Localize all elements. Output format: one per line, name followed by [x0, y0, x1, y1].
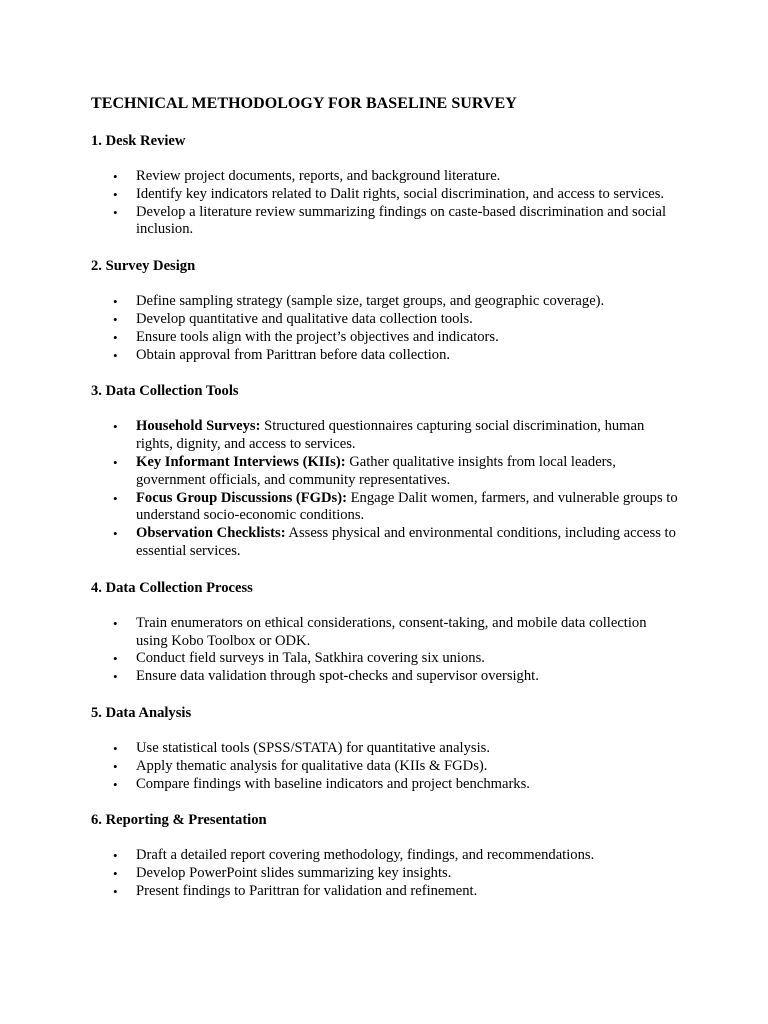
section-4: [91, 579, 678, 686]
item-text: Develop quantitative and qualitative data collection tools.: [136, 310, 473, 327]
bullet-icon: •: [113, 526, 118, 542]
item-text: Review project documents, reports, and background literature.: [136, 168, 501, 184]
list-item: [91, 776, 678, 794]
item-text: Develop a literature review summarizing findings on caste-based discrimination and social inclusion.: [136, 203, 667, 238]
section-2: [91, 257, 678, 364]
item-text: Develop PowerPoint slides summarizing key insights.: [136, 865, 452, 882]
list-item: [91, 650, 678, 668]
bullet-icon: •: [113, 347, 118, 363]
list-item: [91, 847, 678, 865]
item-text: Conduct field surveys in Tala, Satkhira covering six unions.: [136, 650, 485, 667]
section-heading: 4. Data Collection Process: [91, 579, 253, 596]
item-text: Apply thematic analysis for qualitative data (KIIs & FGDs).: [136, 757, 488, 774]
item-text: Assess physical and environmental conditions, including access to essential services.: [136, 525, 676, 559]
section-heading: 5. Data Analysis: [91, 704, 192, 721]
bullet-list: [91, 615, 678, 686]
item-text: Compare findings with baseline indicators and project benchmarks.: [136, 775, 530, 792]
bullet-icon: •: [113, 866, 118, 882]
bullet-icon: •: [113, 294, 118, 310]
item-bold-label: Key Informant Interviews (KIIs):: [136, 453, 346, 470]
item-bold-label: Focus Group Discussions (FGDs):: [136, 489, 347, 506]
item-text: Present findings to Parittran for validation and refinement.: [136, 882, 478, 899]
bullet-icon: •: [113, 651, 118, 667]
item-text: Define sampling strategy (sample size, target groups, and geographic coverage).: [136, 293, 605, 310]
bullet-icon: •: [113, 883, 118, 899]
bullet-icon: •: [113, 776, 118, 792]
section-heading: 2. Survey Design: [91, 258, 196, 275]
bullet-icon: •: [113, 669, 118, 685]
bullet-icon: •: [113, 186, 118, 202]
list-item: [91, 758, 678, 776]
bullet-icon: •: [113, 419, 118, 435]
bullet-list: [91, 847, 678, 900]
list-item: [91, 865, 678, 883]
list-item: [91, 329, 678, 347]
list-item: [91, 347, 678, 365]
bullet-icon: •: [113, 615, 118, 631]
list-item: [91, 311, 678, 329]
bullet-icon: •: [113, 454, 118, 470]
section-3: [91, 382, 678, 560]
list-item: [91, 454, 678, 490]
list-item: [91, 615, 678, 651]
item-text: Train enumerators on ethical considerations, consent-taking, and mobile data collection using Kobo Toolbox or ODK.: [136, 614, 647, 649]
section-1: [91, 132, 678, 239]
document-title: TECHNICAL METHODOLOGY FOR BASELINE SURVEY: [91, 95, 517, 112]
item-text: Structured questionnaires capturing social discrimination, human rights, dignity, and access to services.: [136, 418, 645, 453]
section-heading: 6. Reporting & Presentation: [91, 812, 267, 829]
item-text: Engage Dalit women, farmers, and vulnerable groups to understand socio-economic conditions.: [136, 489, 678, 524]
section-heading: 1. Desk Review: [91, 133, 186, 149]
bullet-icon: •: [113, 311, 118, 327]
bullet-icon: •: [113, 758, 118, 774]
list-item: [91, 204, 678, 240]
section-6: [91, 811, 678, 900]
item-bold-label: Household Surveys:: [136, 418, 261, 435]
item-bold-label: Observation Checklists:: [136, 525, 286, 542]
list-item: [91, 293, 678, 311]
item-text: Draft a detailed report covering methodology, findings, and recommendations.: [136, 847, 595, 864]
list-item: [91, 668, 678, 686]
bullet-list: [91, 293, 678, 364]
bullet-icon: •: [113, 740, 118, 756]
bullet-icon: •: [113, 848, 118, 864]
bullet-icon: •: [113, 490, 118, 506]
bullet-icon: •: [113, 329, 118, 345]
item-text: Obtain approval from Parittran before data collection.: [136, 346, 451, 363]
item-text: Ensure data validation through spot-checks and supervisor oversight.: [136, 668, 539, 685]
section-5: [91, 704, 678, 793]
sections-container: [91, 132, 678, 901]
item-text: Gather qualitative insights from local leaders, government officials, and community representatives.: [136, 453, 616, 488]
bullet-list: [91, 740, 678, 793]
item-text: Ensure tools align with the project’s objectives and indicators.: [136, 328, 499, 345]
item-text: Use statistical tools (SPSS/STATA) for quantitative analysis.: [136, 739, 490, 756]
list-item: [91, 740, 678, 758]
list-item: [91, 490, 678, 526]
list-item: [91, 525, 678, 561]
bullet-icon: •: [113, 204, 118, 220]
list-item: [91, 168, 678, 186]
bullet-list: [91, 418, 678, 560]
bullet-icon: •: [113, 169, 118, 184]
item-text: Identify key indicators related to Dalit rights, social discrimination, and access to services.: [136, 185, 665, 202]
bullet-list: [91, 168, 678, 239]
list-item: [91, 883, 678, 901]
list-item: [91, 418, 678, 454]
list-item: [91, 186, 678, 204]
section-heading: 3. Data Collection Tools: [91, 383, 239, 400]
